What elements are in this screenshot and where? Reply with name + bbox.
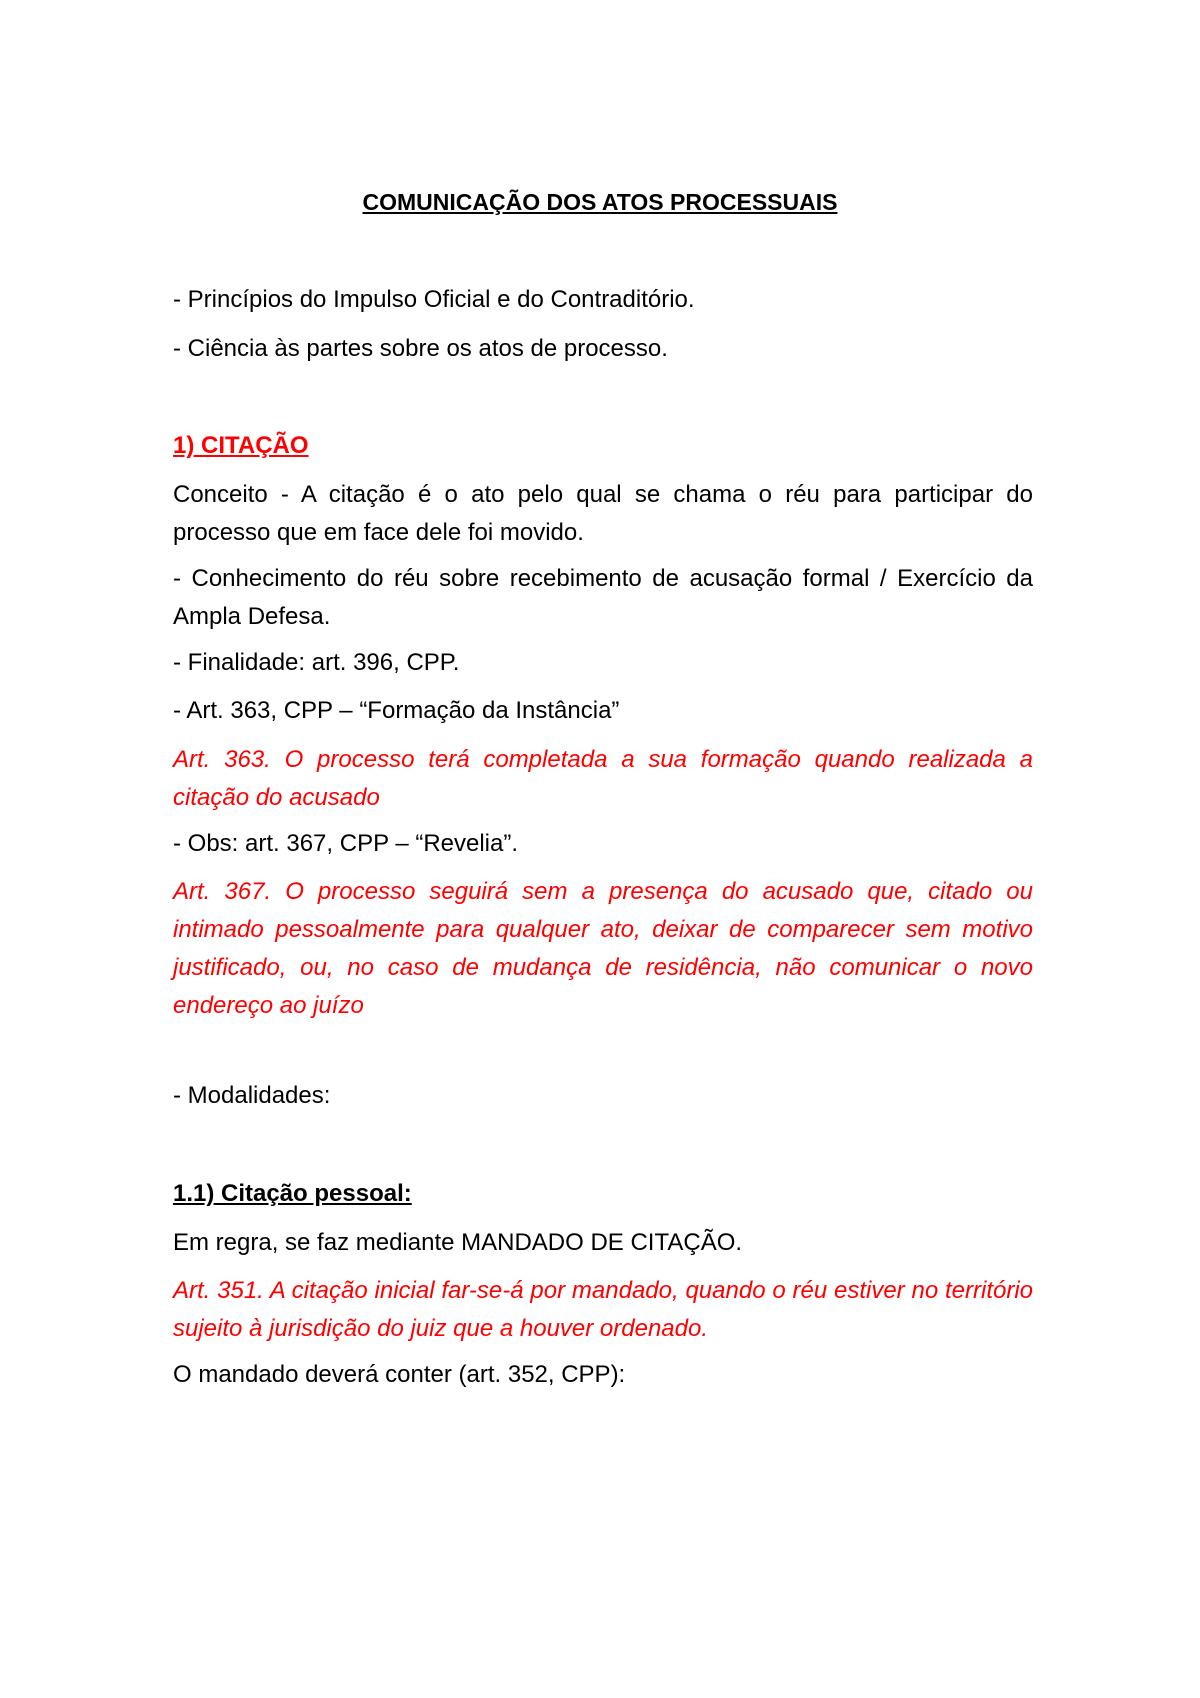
intro-principles: - Princípios do Impulso Oficial e do Contraditório. [173, 286, 695, 313]
concept-paragraph: Conceito - A citação é o ato pelo qual se chama o réu para participar do processo que em face dele foi movido. [173, 481, 1033, 546]
obs367-line: - Obs: art. 367, CPP – “Revelia”. [173, 830, 519, 857]
document-title: COMUNICAÇÃO DOS ATOS PROCESSUAIS [362, 189, 838, 215]
purpose-line: - Finalidade: art. 396, CPP. [173, 649, 460, 676]
section-heading-citacao: 1) CITAÇÃO [173, 432, 309, 459]
section-heading-citacao-pessoal: 1.1) Citação pessoal: [173, 1180, 412, 1207]
modalities-line: - Modalidades: [173, 1082, 331, 1109]
art363-quote: Art. 363. O processo terá completada a sua formação quando realizada a citação do acusado [173, 746, 1033, 811]
mandate-contents-line: O mandado deverá conter (art. 352, CPP): [173, 1361, 626, 1388]
art367-quote: Art. 367. O processo seguirá sem a presença do acusado que, citado ou intimado pessoalmente para qualquer ato, deixar de comparecer sem motivo justificado, ou, no caso de mudança de residência, não comunicar o novo endereço ao juízo [173, 878, 1033, 1019]
intro-science: - Ciência às partes sobre os atos de processo. [173, 335, 668, 362]
knowledge-paragraph: - Conhecimento do réu sobre recebimento de acusação formal / Exercício da Ampla Defesa. [173, 565, 1033, 630]
rule-line: Em regra, se faz mediante MANDADO DE CITAÇÃO. [173, 1229, 743, 1256]
art363-reference: - Art. 363, CPP – “Formação da Instância” [173, 697, 620, 724]
art351-quote: Art. 351. A citação inicial far-se-á por mandado, quando o réu estiver no território sujeito à jurisdição do juiz que a houver ordenado. [173, 1277, 1033, 1342]
